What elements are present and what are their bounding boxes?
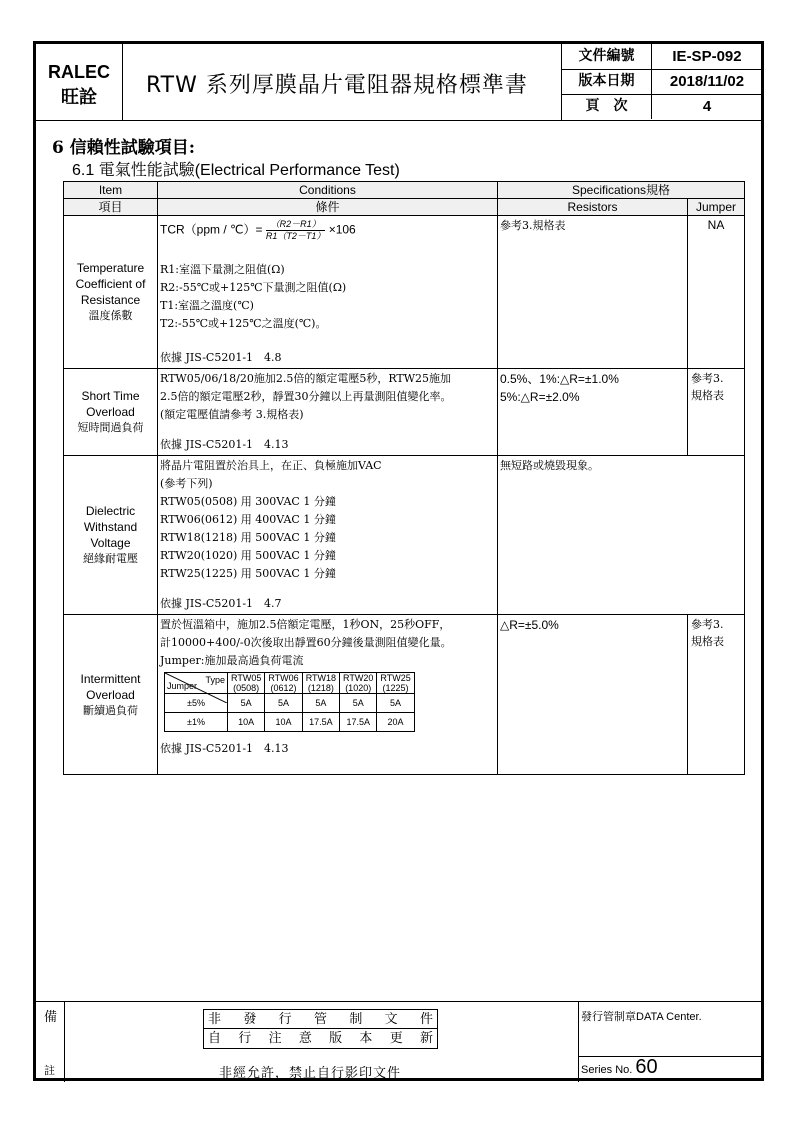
conditions-cell: 將晶片電阻置於治具上，在正、負極施加VAC (參考下列) RTW05(0508) 用 300VAC 1 分鐘 RTW06(0612) 用 400VAC 1 分鐘 RTW18(1218) 用 500VAC 1 分鐘 RTW20(1020) 用 500VAC 1 分鐘 RTW25(1225) 用 500VAC 1 分鐘 依據 JIS-C5201-1 4.7: [158, 456, 498, 615]
header-resistors: Resistors: [498, 199, 688, 216]
stamp-line-2: 自 行 注 意 版 本 更 新: [208, 1031, 433, 1046]
item-cell: Intermittent Overload 斷續過負荷: [64, 615, 158, 775]
control-stamp-box: [203, 1009, 438, 1049]
remarks-label-2: 註: [44, 1064, 55, 1077]
header-item: Item: [64, 182, 158, 199]
reference-standard: 依據 JIS-C5201-1 4.13: [160, 742, 289, 755]
meta-row-version-date: [562, 69, 762, 95]
meta-row-page: [562, 94, 762, 119]
meta-value: 4: [702, 98, 712, 115]
jumper-current-table: [164, 672, 415, 732]
document-title: RTW 系列厚膜晶片電阻器規格標準書: [146, 73, 528, 98]
table-header-row: [64, 182, 745, 199]
copy-notice: 非經允許，禁止自行影印文件: [219, 1066, 402, 1081]
remarks-label: 備: [44, 1010, 58, 1025]
reference-standard: 依據 JIS-C5201-1 4.13: [160, 438, 289, 451]
item-cell: Dielectric Withstand Voltage 絕緣耐電壓: [64, 456, 158, 615]
spec-resistors-cell: △R=±5.0%: [498, 615, 688, 775]
spec-resistors-cell: 參考3.規格表: [498, 216, 688, 369]
meta-label: 文件編號: [562, 44, 652, 69]
table-row: [64, 456, 745, 615]
meta-row-doc-number: [562, 44, 762, 70]
tcr-formula: TCR（ppm / ℃）= $\frac{(R2-R1)}{R1(T2-T1)}$ ×106: [160, 219, 356, 241]
spec-jumper-cell: 參考3. 規格表: [688, 615, 745, 775]
conditions-cell: 置於恆溫箱中，施加2.5倍額定電壓，1秒ON，25秒OFF， 計10000+400/-0次後取出靜置60分鐘後量測阻值變化量。 Jumper:施加最高過負荷電流 Type Jumper RTW05 (0508) RTW06 (0612) RTW18 (1218) RTW20 (1020) RTW25 (1225) ±5% 5A 5A 5A 5A 5A ±1% 10A 10A 17.5A 17.5A 20A 依據 JIS-C5201-1 4.13: [158, 615, 498, 775]
test-items-table: [63, 181, 745, 775]
table-row: [64, 369, 745, 456]
spec-resistors-cell: 無短路或燒毀現象。: [498, 456, 745, 615]
type-header: RTW06 (0612): [265, 673, 302, 694]
subsection-title: 6.1 電氣性能試驗(Electrical Performance Test): [72, 162, 400, 179]
header-conditions-zh: 條件: [158, 199, 498, 216]
header-jumper: Jumper: [688, 199, 745, 216]
company-name-en: RALEC: [48, 62, 110, 82]
table-row: [64, 615, 745, 775]
issue-control-stamp: 發行管制章DATA Center.: [581, 1010, 702, 1023]
stamp-line-1: 非 發 行 管 制 文 件: [204, 1010, 437, 1029]
meta-label: 頁 次: [562, 94, 652, 119]
document-header: [36, 44, 761, 121]
spec-jumper-cell: NA: [688, 216, 745, 369]
spec-resistors-cell: 0.5%、1%:△R=±1.0% 5%:△R=±2.0%: [498, 369, 688, 456]
conditions-cell: RTW05/06/18/20施加2.5倍的額定電壓5秒，RTW25施加 2.5倍的額定電壓2秒，靜置30分鐘以上再量測阻值變化率。 (額定電壓值請參考 3.規格表) 依據 JIS-C5201-1 4.13: [158, 369, 498, 456]
item-cell: Temperature Coefficient of Resistance 溫度係數: [64, 216, 158, 369]
table-subheader-row: [64, 199, 745, 216]
company-name-zh: 旺詮: [61, 87, 97, 108]
header-conditions: Conditions: [158, 182, 498, 199]
reference-standard: 依據 JIS-C5201-1 4.7: [160, 597, 282, 610]
conditions-cell: TCR（ppm / ℃）= $\frac{(R2-R1)}{R1(T2-T1)}$ ×106 R1:室溫下量測之阻值(Ω) R2:-55℃或+125℃下量測之阻值(Ω) T1:室溫之溫度(℃) T2:-55℃或+125℃之溫度(℃)。 依據 JIS-C5201-1 4.8: [158, 216, 498, 369]
type-header: RTW18 (1218): [302, 673, 339, 694]
meta-value: 2018/11/02: [669, 73, 745, 90]
type-header: RTW05 (0508): [228, 673, 265, 694]
header-item-zh: 項目: [64, 199, 158, 216]
document-meta-table: [561, 44, 762, 120]
spec-jumper-cell: 參考3. 規格表: [688, 369, 745, 456]
company-logo-box: [36, 44, 123, 120]
table-row: ±5% 5A 5A 5A 5A 5A: [165, 694, 415, 713]
table-row: [64, 216, 745, 369]
document-footer: [36, 1001, 761, 1082]
table-row: ±1% 10A 10A 17.5A 17.5A 20A: [165, 713, 415, 732]
meta-label: 版本日期: [562, 69, 652, 94]
section-title: 6 信賴性試驗項目:: [52, 138, 196, 158]
item-cell: Short Time Overload 短時間過負荷: [64, 369, 158, 456]
series-number: Series No. 60: [581, 1056, 658, 1078]
meta-value: IE-SP-092: [672, 48, 742, 65]
type-header: RTW20 (1020): [340, 673, 377, 694]
corner-cell: Type Jumper: [165, 673, 228, 694]
header-specifications: Specifications規格: [498, 182, 745, 199]
reference-standard: 依據 JIS-C5201-1 4.8: [160, 351, 282, 364]
type-header: RTW25 (1225): [377, 673, 414, 694]
